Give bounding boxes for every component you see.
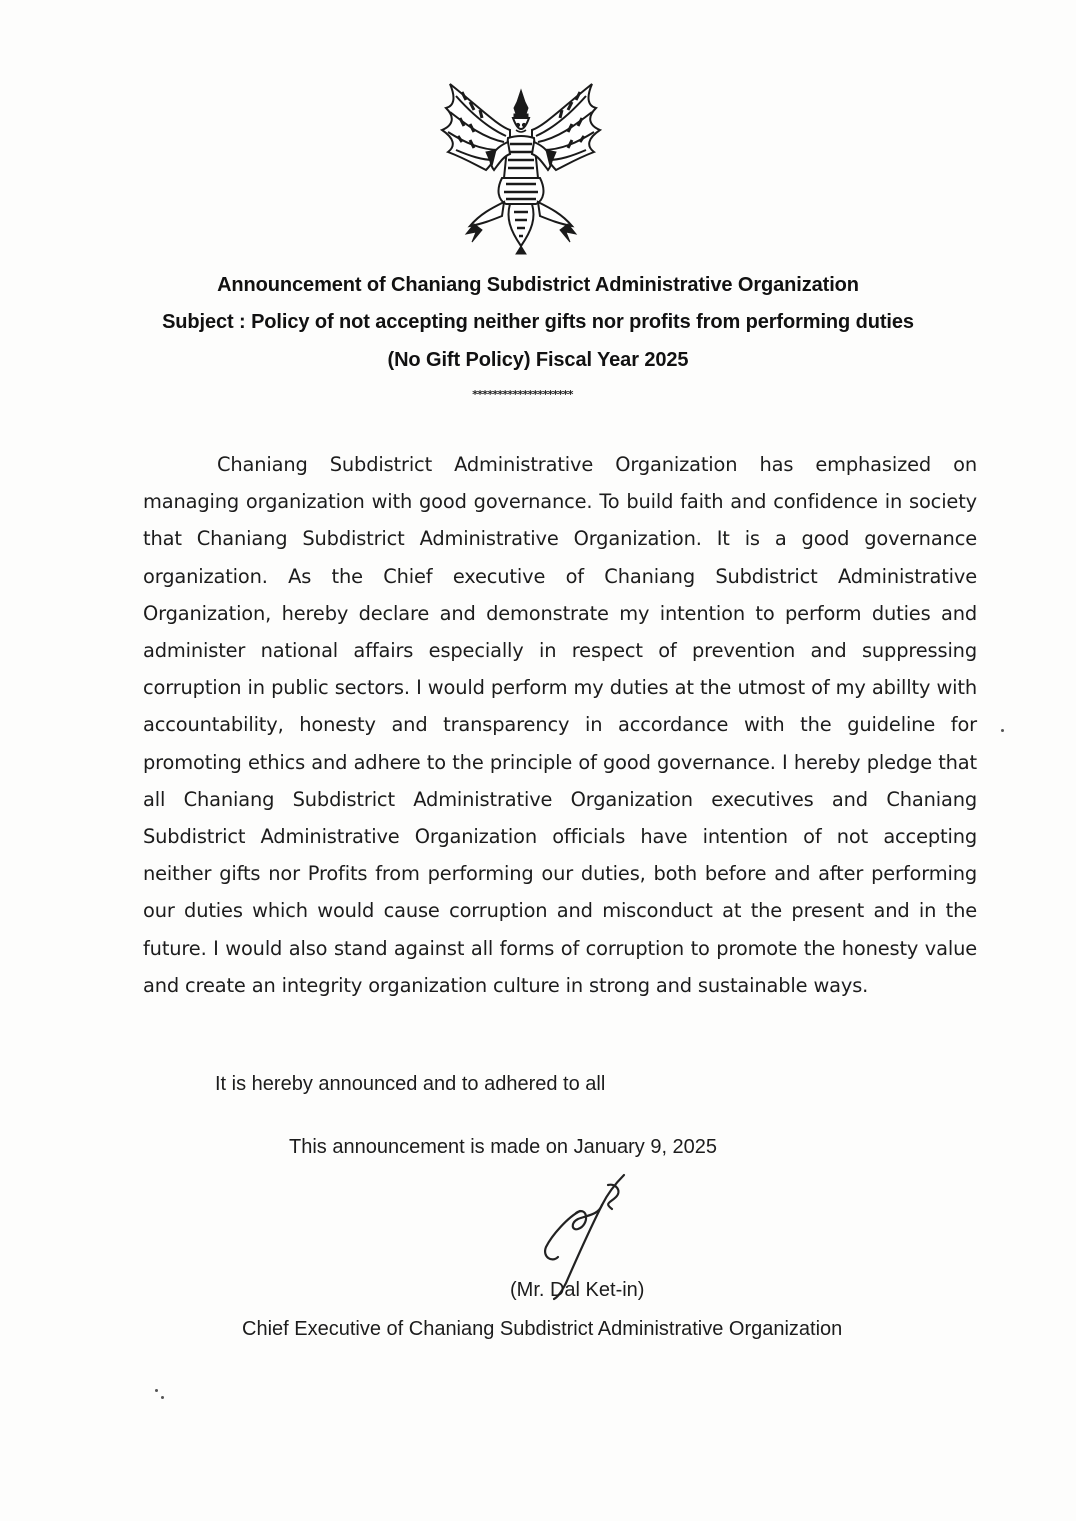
scan-speck: [161, 1396, 164, 1399]
announcement-date: This announcement is made on January 9, 2025: [289, 1136, 718, 1158]
announcement-body: Chaniang Subdistrict Administrative Organization has emphasized on managing organization with good governance. To build faith and confidence in society that Chaniang Subdistrict Administrative Organization. It is a good governance organization. As the Chief executive of Chaniang Subdistrict Administrative Organization, hereby declare and demonstrate my intention to perform duties and administer national affairs especially in respect of prevention and suppressing corruption in public sectors. I would perform my duties at the utmost of my abillty with accountability, honesty and transparency in accordance with the guideline for promoting ethics and adhere to the principle of good governance. I hereby pledge that all Chaniang Subdistrict Administrative Organization executives and Chaniang Subdistrict Administrative Organization officials have intention of not accepting neither gifts nor Profits from performing our duties, both before and after performing our duties which would cause corruption and misconduct at the present and in the future. I would also stand against all forms of corruption to promote the honesty value and create an integrity organization culture in strong and sustainable ways.: [143, 453, 977, 997]
scan-speck: [155, 1389, 158, 1392]
garuda-emblem-icon: [436, 78, 606, 258]
announcement-title: Announcement of Chaniang Subdistrict Administrative Organization: [217, 274, 859, 296]
announcement-subject: Subject : Policy of not accepting neither gifts nor profits from performing duties: [162, 311, 914, 333]
scan-speck: [1001, 729, 1004, 732]
signer-title: Chief Executive of Chaniang Subdistrict Administrative Organization: [242, 1318, 843, 1340]
signer-name: (Mr. Dal Ket-in): [510, 1279, 645, 1301]
title-separator: ********************: [471, 388, 573, 401]
policy-line: (No Gift Policy) Fiscal Year 2025: [387, 349, 689, 371]
closing-statement: It is hereby announced and to adhered to all: [215, 1073, 606, 1095]
